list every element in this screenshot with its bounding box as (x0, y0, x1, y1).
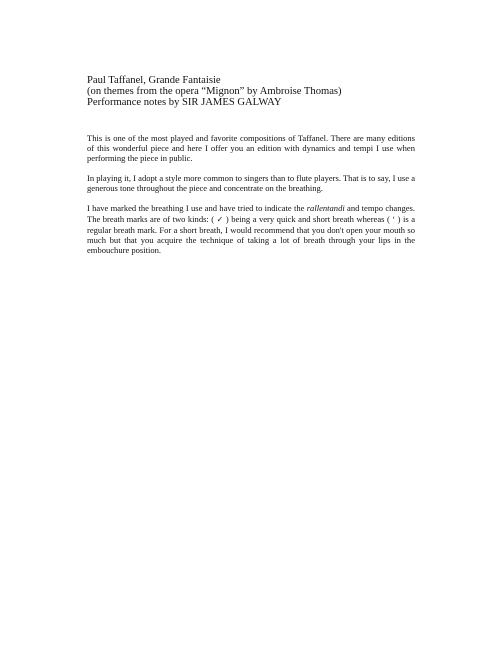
title-line: Paul Taffanel, Grande Fantaisie (87, 75, 221, 86)
breathing-text-start: I have marked the breathing I use and have tried to indicate the (87, 203, 307, 214)
check-mark-icon: ✓ (216, 214, 224, 224)
paragraph-style: In playing it, I adopt a style more common to singers than to flute players. That is to say, I use a generous tone throughout the piece and concentrate on the breathing. (87, 173, 415, 194)
breathing-text-end: ) being a very quick and short breath whereas ( ‘ ) is a regular breath mark. For a short breath, I would recommend that you don't open your mouth so much but that you acquire the technique of taking a lot of breath through your lips in the embouchure position. (87, 213, 415, 255)
subtitle-line: (on themes from the opera “Mignon” by Ambroise Thomas) (87, 86, 342, 98)
rallentandi-term: rallentandi (306, 203, 345, 214)
paragraph-breathing (87, 203, 415, 254)
document-body (87, 133, 415, 265)
document-header (87, 75, 427, 109)
paragraph-intro: This is one of the most played and favorite compositions of Taffanel. There are many editions of this wonderful piece and here I offer you an edition with dynamics and tempi I use when performing the piece in public. (87, 133, 415, 164)
author-line: Performance notes by SIR JAMES GALWAY (87, 97, 282, 109)
breathing-text-middle: and tempo changes. The breath marks are of two kinds: ( (87, 203, 415, 224)
